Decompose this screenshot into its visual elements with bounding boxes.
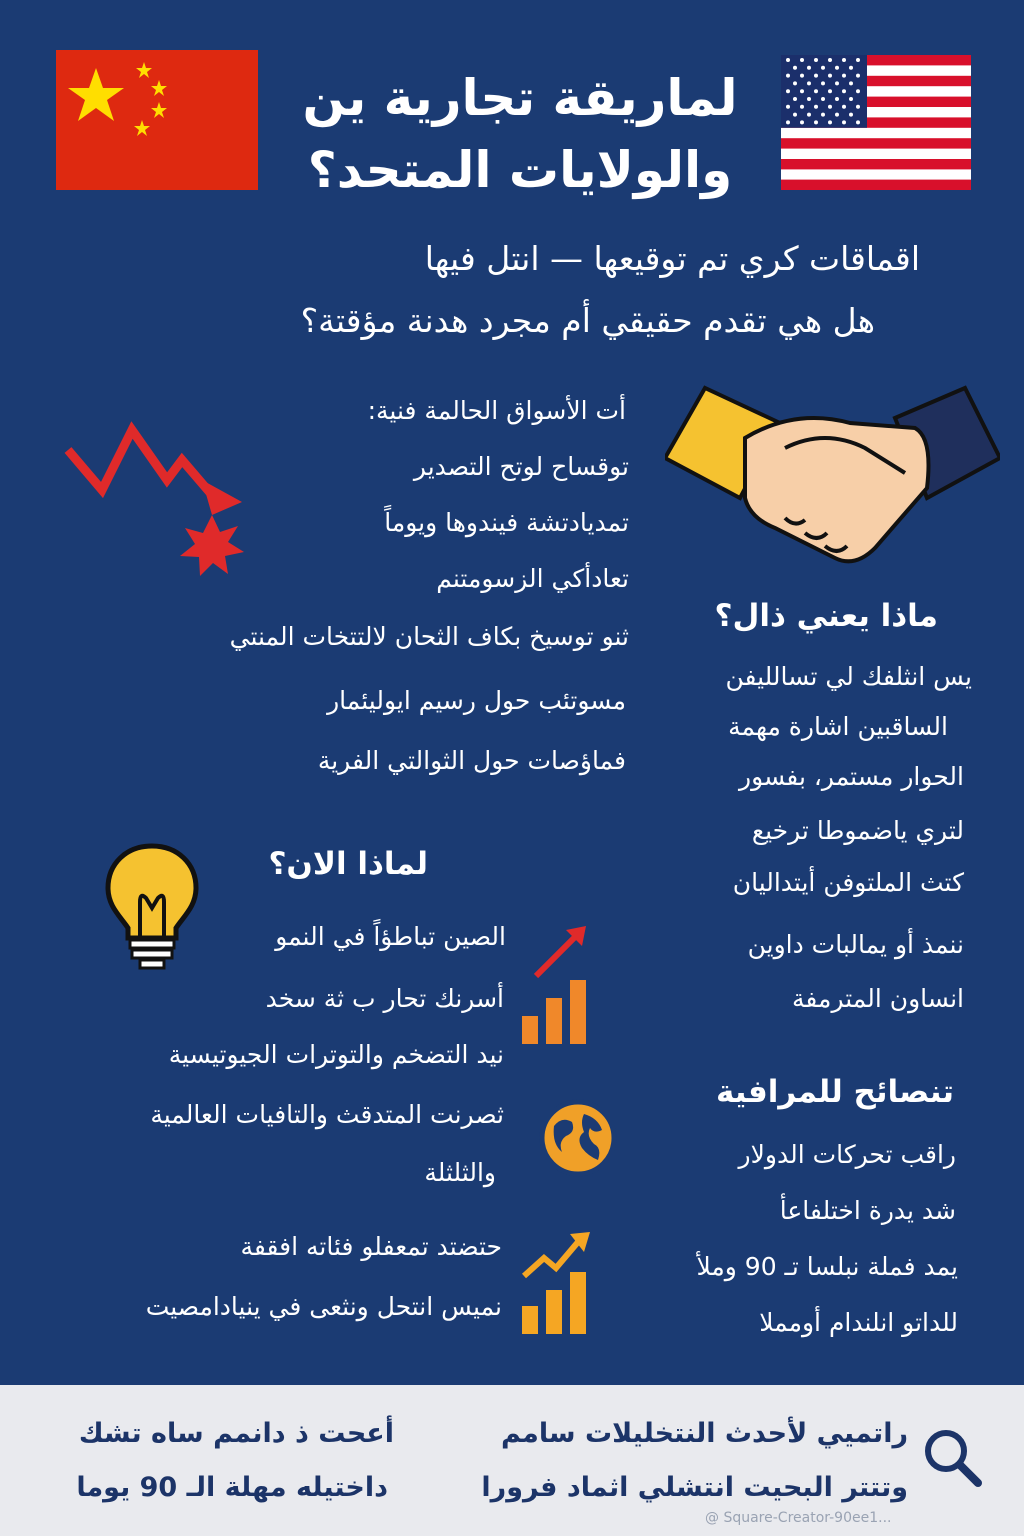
- star-icon: [821, 81, 825, 85]
- star-icon: [793, 66, 797, 70]
- list-item: الساقبين اشارة مهمة: [728, 712, 948, 741]
- star-icon: [814, 58, 818, 62]
- star-icon: [786, 58, 790, 62]
- list-item: للداتو انلندام أومملا: [759, 1308, 958, 1337]
- small-star-icon: [134, 120, 150, 136]
- star-icon: [821, 97, 825, 101]
- star-icon: [835, 66, 839, 70]
- star-icon: [856, 89, 860, 93]
- list-item: الحوار مستمر، بفسور: [739, 762, 964, 791]
- star-icon: [800, 120, 804, 124]
- star-icon: [828, 74, 832, 78]
- large-star-icon: [68, 68, 124, 121]
- star-icon: [786, 89, 790, 93]
- star-icon: [849, 81, 853, 85]
- lightbulb-icon: [104, 842, 200, 976]
- star-icon: [793, 113, 797, 117]
- list-item: أسرنك تحار ب ثة سخد: [265, 984, 504, 1013]
- star-icon: [800, 105, 804, 109]
- list-item: توقساح لوتح التصدير: [413, 452, 629, 481]
- star-icon: [842, 89, 846, 93]
- star-icon: [821, 66, 825, 70]
- list-item: حتضتد تمعفلو فئاته افقفة: [240, 1232, 502, 1261]
- china-flag: [56, 50, 258, 190]
- star-icon: [814, 89, 818, 93]
- why-now-heading: لماذا الان؟: [268, 846, 428, 882]
- star-icon: [800, 58, 804, 62]
- star-icon: [849, 97, 853, 101]
- star-icon: [842, 58, 846, 62]
- list-item: لتري ياضموطا ترخيع: [751, 816, 964, 845]
- star-icon: [835, 97, 839, 101]
- globe-icon: [536, 1096, 620, 1184]
- star-icon: [800, 74, 804, 78]
- handshake-icon: [665, 378, 1000, 582]
- list-item: انساون المترمفة: [792, 984, 964, 1013]
- star-icon: [814, 74, 818, 78]
- list-item: ننمذ أو يمالبات داوين: [747, 930, 964, 959]
- star-icon: [807, 66, 811, 70]
- list-item: يس انثلفك لي تسالليفن: [725, 662, 972, 691]
- small-star-icon: [151, 102, 167, 118]
- growth-chart-icon: [518, 920, 598, 1054]
- title-line-2: والولايات المتحد؟: [307, 141, 733, 199]
- star-icon: [849, 113, 853, 117]
- list-item: فماؤصات حول الثوالتي الفرية: [317, 746, 626, 775]
- star-icon: [856, 74, 860, 78]
- star-icon: [793, 81, 797, 85]
- footer-left-line-2: داختيله مهلة الـ 90 يوما: [76, 1472, 388, 1503]
- star-icon: [800, 89, 804, 93]
- list-item: تمديادتشة فيندوها ويوماً: [384, 508, 629, 537]
- tips-heading: تنصائح للمرافية: [716, 1074, 954, 1110]
- star-icon: [786, 74, 790, 78]
- small-star-icon: [136, 62, 152, 78]
- star-icon: [828, 105, 832, 109]
- star-icon: [814, 105, 818, 109]
- list-item: كتث الملتوفن أيتداليان: [732, 868, 964, 897]
- title-line-1: لماريقة تجارية ين: [302, 69, 738, 127]
- list-item: يمد فملة نبلسا تـ 90 وملأ: [696, 1252, 958, 1281]
- list-item: ثصرنت المتدقث والتافيات العالمية: [150, 1100, 504, 1129]
- list-item: نميس انتحل ونثعى في ينيادامصيت: [145, 1292, 502, 1321]
- subtitle-line-2: هل هي تقدم حقيقي أم مجرد هدنة مؤقتة؟: [300, 301, 875, 340]
- star-icon: [821, 113, 825, 117]
- star-icon: [842, 74, 846, 78]
- star-icon: [807, 113, 811, 117]
- star-icon: [835, 113, 839, 117]
- growth-chart-icon: [518, 1228, 598, 1342]
- star-icon: [835, 81, 839, 85]
- star-icon: [828, 58, 832, 62]
- search-icon: [920, 1425, 984, 1493]
- page-title: [270, 62, 770, 206]
- meaning-heading: ماذا يعني ذال؟: [714, 598, 938, 634]
- star-icon: [828, 120, 832, 124]
- watermark: @ Square-Creator-90ee1...: [705, 1510, 892, 1526]
- list-item: مسوتئب حول رسيم ايوليئمار: [327, 686, 626, 715]
- list-item: الصين تباطؤاً في النمو: [275, 922, 506, 951]
- star-icon: [786, 120, 790, 124]
- star-icon: [807, 97, 811, 101]
- footer-left-line-1: أعحت ذ دانمم ساه تشك: [78, 1418, 394, 1449]
- star-icon: [828, 89, 832, 93]
- star-icon: [814, 120, 818, 124]
- list-item: نيد التضخم والتوترات الجيوتيسية: [168, 1040, 504, 1069]
- footer-right-line-2: وتتتر البحيت انتشلي اثماد فرورا: [481, 1472, 908, 1503]
- list-item: تعادأكي الزسومتنم: [436, 564, 629, 593]
- list-item: شد يدرة اختلفاعأ: [779, 1196, 956, 1225]
- falling-chart-icon: [62, 420, 252, 594]
- burst-icon: [180, 515, 244, 576]
- list-item: والثلثلة: [424, 1158, 496, 1187]
- list-item: ثنو توسيخ بكاف الثحان لالتتخات المنتي: [229, 622, 629, 651]
- footer-right-line-1: راتميي لأحدث النتخليلات سامم: [500, 1418, 908, 1449]
- list-item: راقب تحركات الدولار: [738, 1140, 956, 1169]
- star-icon: [856, 120, 860, 124]
- star-icon: [856, 105, 860, 109]
- star-icon: [807, 81, 811, 85]
- subtitle-line-1: اقماقات كري تم توقيعها — انتل فيها: [424, 239, 920, 278]
- small-star-icon: [151, 80, 167, 96]
- usa-flag: [781, 55, 971, 190]
- star-icon: [849, 66, 853, 70]
- markets-heading: أت الأسواق الحالمة فنية:: [367, 396, 626, 425]
- star-icon: [842, 105, 846, 109]
- star-icon: [856, 58, 860, 62]
- subtitle: [100, 228, 920, 352]
- star-icon: [793, 97, 797, 101]
- star-icon: [786, 105, 790, 109]
- star-icon: [842, 120, 846, 124]
